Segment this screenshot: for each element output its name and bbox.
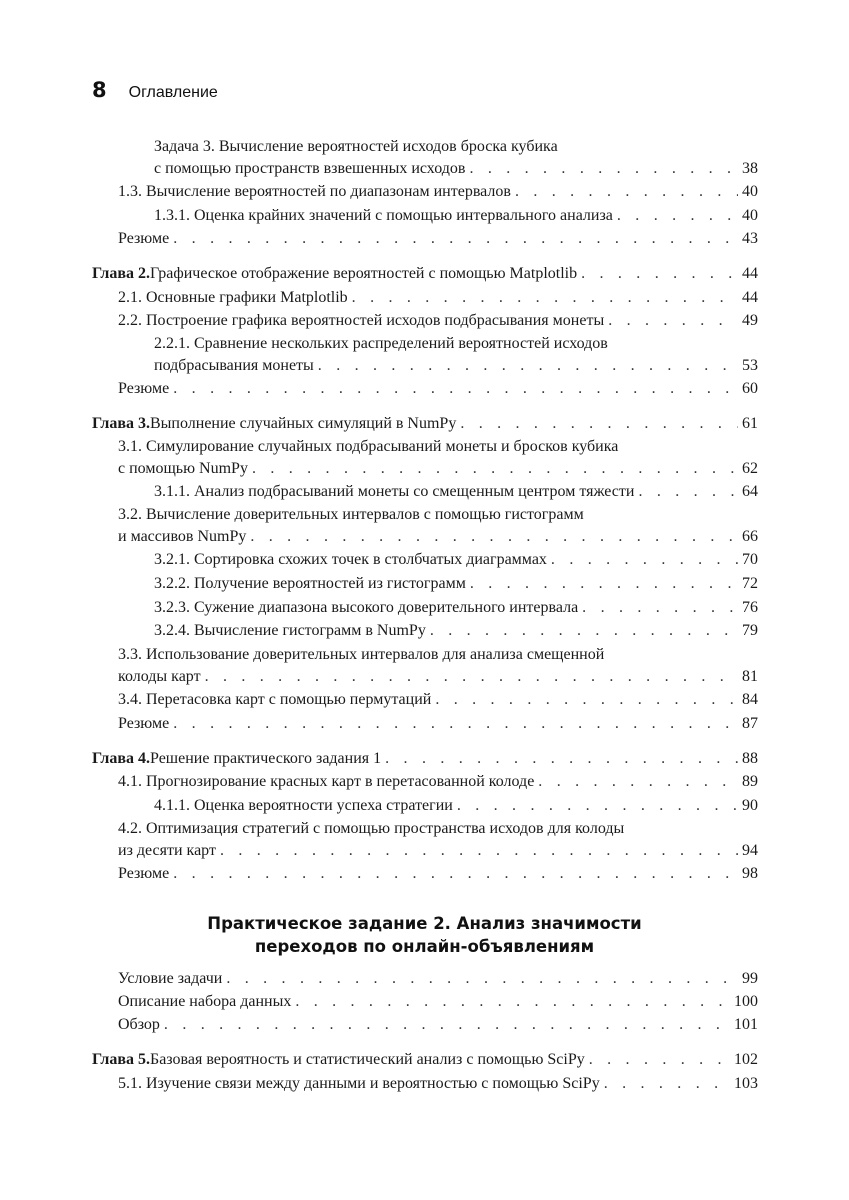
toc-page-number: 102 (734, 1051, 758, 1068)
toc-entry-3-3[interactable] (118, 644, 758, 688)
toc-entry-text: 3.2.2. Получение вероятностей из гистограмм (154, 575, 466, 592)
toc-page-number: 98 (742, 865, 758, 882)
toc-entry-text: 1.3.1. Оценка крайних значений с помощью интервального анализа (154, 207, 613, 224)
toc-entry-text: Задача 3. Вычисление вероятностей исходов броска кубика (154, 138, 558, 155)
toc-entry-text: 3.2.4. Вычисление гистограмм в NumPy (154, 622, 426, 639)
chapter-label: Глава 3. (92, 415, 150, 432)
toc-entry-1-3-1[interactable] (154, 205, 758, 227)
toc-entry-1-3[interactable] (118, 181, 758, 203)
toc-page-number: 76 (742, 599, 758, 616)
page-number: 8 (92, 78, 107, 102)
toc-entry-text: Выполнение случайных симуляций в NumPy (150, 415, 457, 432)
dot-leader (252, 458, 738, 480)
toc-page-number: 84 (742, 691, 758, 708)
toc-entry-text: 4.1. Прогнозирование красных карт в перетасованной колоде (118, 773, 535, 790)
toc-entry-4-2[interactable] (118, 818, 758, 862)
toc-entry-text: 3.2.1. Сортировка схожих точек в столбчатых диаграммах (154, 551, 547, 568)
part-title-line: переходов по онлайн-объявлениям (254, 937, 595, 956)
dot-leader (173, 228, 738, 250)
toc-entry-3-2-2[interactable] (154, 573, 758, 595)
dot-leader (604, 1073, 730, 1095)
toc-entry-text: 2.2. Построение графика вероятностей исходов подбрасывания монеты (118, 312, 605, 329)
toc-entry-text: Резюме (118, 380, 170, 397)
dot-leader (469, 158, 738, 180)
toc-page-number: 66 (742, 528, 758, 545)
running-head (92, 78, 218, 104)
toc-entry-text: Обзор (118, 1016, 160, 1033)
toc-entry-text: 1.3. Вычисление вероятностей по диапазонам интервалов (118, 183, 511, 200)
toc-entry-text: из десяти карт (118, 842, 216, 859)
toc-entry-text: 5.1. Изучение связи между данными и вероятностью с помощью SciPy (118, 1075, 600, 1092)
dot-leader (538, 771, 738, 793)
dot-leader (295, 991, 730, 1013)
toc-entry-text: Условие задачи (118, 970, 223, 987)
toc-entry-5-1[interactable] (118, 1073, 758, 1095)
toc-page-number: 64 (742, 483, 758, 500)
toc-entry-text: Базовая вероятность и статистический анализ с помощью SciPy (150, 1051, 585, 1068)
dot-leader (638, 481, 738, 503)
toc-entry-text: 3.1. Симулирование случайных подбрасываний монеты и бросков кубика (118, 438, 619, 455)
toc-entry-text: 2.1. Основные графики Matplotlib (118, 289, 348, 306)
dot-leader (435, 689, 738, 711)
toc-page-number: 40 (742, 183, 758, 200)
toc-entry-overview[interactable] (118, 1014, 758, 1036)
toc-entry-text: и массивов NumPy (118, 528, 247, 545)
toc-page-number: 79 (742, 622, 758, 639)
toc-entry-3-2-4[interactable] (154, 620, 758, 642)
chapter-label: Глава 4. (92, 750, 150, 767)
part-title[interactable] (92, 912, 757, 958)
toc-entry-text: Графическое отображение вероятностей с помощью Matplotlib (150, 265, 578, 282)
toc-entry-text: 3.4. Перетасовка карт с помощью пермутаций (118, 691, 432, 708)
toc-page-number: 70 (742, 551, 758, 568)
dot-leader (173, 713, 738, 735)
toc-entry-3-2-3[interactable] (154, 597, 758, 619)
toc-entry-chapter-2[interactable] (92, 263, 758, 285)
dot-leader (582, 597, 738, 619)
toc-entry-text: Резюме (118, 715, 170, 732)
dot-leader (551, 549, 738, 571)
toc-entry-3-1[interactable] (118, 436, 758, 480)
toc-entry-summary-4[interactable] (118, 863, 758, 885)
dot-leader (220, 840, 738, 862)
dot-leader (173, 863, 738, 885)
toc-page-number: 44 (742, 289, 758, 306)
toc-page-number: 72 (742, 575, 758, 592)
toc-page-number: 88 (742, 750, 758, 767)
dot-leader (515, 181, 738, 203)
toc-entry-task-conditions[interactable] (118, 968, 758, 990)
toc-entry-task-3[interactable] (154, 136, 758, 180)
part-title-line: Практическое задание 2. Анализ значимости (207, 914, 642, 933)
toc-page-number: 38 (742, 160, 758, 177)
toc-entry-text: Резюме (118, 230, 170, 247)
toc-entry-3-1-1[interactable] (154, 481, 758, 503)
toc-entry-text: колоды карт (118, 668, 201, 685)
toc-entry-text: 3.2.3. Сужение диапазона высокого доверительного интервала (154, 599, 579, 616)
dot-leader (589, 1049, 730, 1071)
dot-leader (318, 355, 738, 377)
toc-entry-text: 4.2. Оптимизация стратегий с помощью пространства исходов для колоды (118, 820, 625, 837)
toc-entry-summary-2[interactable] (118, 378, 758, 400)
toc-entry-4-1-1[interactable] (154, 795, 758, 817)
dot-leader (250, 526, 738, 548)
toc-page-number: 61 (742, 415, 758, 432)
toc-page-number: 81 (742, 668, 758, 685)
dot-leader (470, 573, 738, 595)
toc-entry-2-1[interactable] (118, 287, 758, 309)
toc-entry-text: 3.1.1. Анализ подбрасываний монеты со смещенным центром тяжести (154, 483, 635, 500)
toc-page-number: 40 (742, 207, 758, 224)
toc-page-number: 87 (742, 715, 758, 732)
dot-leader (617, 205, 738, 227)
toc-entry-dataset[interactable] (118, 991, 758, 1013)
toc-entry-text: с помощью NumPy (118, 460, 248, 477)
dot-leader (205, 666, 738, 688)
toc-entry-text: 4.1.1. Оценка вероятности успеха стратегии (154, 797, 453, 814)
toc-entry-2-2[interactable] (118, 310, 758, 332)
toc-page-number: 44 (742, 265, 758, 282)
toc-entry-text: Описание набора данных (118, 993, 292, 1010)
toc-page-number: 94 (742, 842, 758, 859)
dot-leader (164, 1014, 730, 1036)
toc-page-number: 89 (742, 773, 758, 790)
toc-entry-chapter-3[interactable] (92, 413, 758, 435)
dot-leader (457, 795, 738, 817)
running-head-title: Оглавление (128, 84, 218, 101)
dot-leader (430, 620, 738, 642)
toc-page-number: 101 (734, 1016, 758, 1033)
toc-page-number: 100 (734, 993, 758, 1010)
chapter-label: Глава 5. (92, 1051, 150, 1068)
dot-leader (581, 263, 738, 285)
toc-entry-text: 2.2.1. Сравнение нескольких распределений вероятностей исходов (154, 335, 608, 352)
toc-page-number: 90 (742, 797, 758, 814)
dot-leader (460, 413, 738, 435)
toc-entry-3-4[interactable] (118, 689, 758, 711)
dot-leader (385, 748, 738, 770)
chapter-label: Глава 2. (92, 265, 150, 282)
dot-leader (226, 968, 738, 990)
toc-page-number: 99 (742, 970, 758, 987)
toc-entry-4-1[interactable] (118, 771, 758, 793)
toc-entry-2-2-1[interactable] (154, 333, 758, 377)
toc-page-number: 62 (742, 460, 758, 477)
toc-page-number: 49 (742, 312, 758, 329)
toc-page-number: 53 (742, 357, 758, 374)
toc-entry-summary-3[interactable] (118, 713, 758, 735)
dot-leader (173, 378, 738, 400)
dot-leader (352, 287, 738, 309)
toc-entry-3-2[interactable] (118, 504, 758, 548)
dot-leader (608, 310, 738, 332)
toc-entry-summary-1[interactable] (118, 228, 758, 250)
toc-entry-text: Решение практического задания 1 (150, 750, 382, 767)
toc-entry-text: 3.3. Использование доверительных интервалов для анализа смещенной (118, 646, 605, 663)
toc-entry-text: 3.2. Вычисление доверительных интервалов с помощью гистограмм (118, 506, 584, 523)
toc-entry-text: Резюме (118, 865, 170, 882)
toc-page-number: 43 (742, 230, 758, 247)
toc-entry-text: подбрасывания монеты (154, 357, 314, 374)
toc-entry-3-2-1[interactable] (154, 549, 758, 571)
toc-page-number: 103 (734, 1075, 758, 1092)
toc-entry-chapter-4[interactable] (92, 748, 758, 770)
toc-page-number: 60 (742, 380, 758, 397)
toc-entry-text: с помощью пространств взвешенных исходов (154, 160, 466, 177)
toc-entry-chapter-5[interactable] (92, 1049, 758, 1071)
